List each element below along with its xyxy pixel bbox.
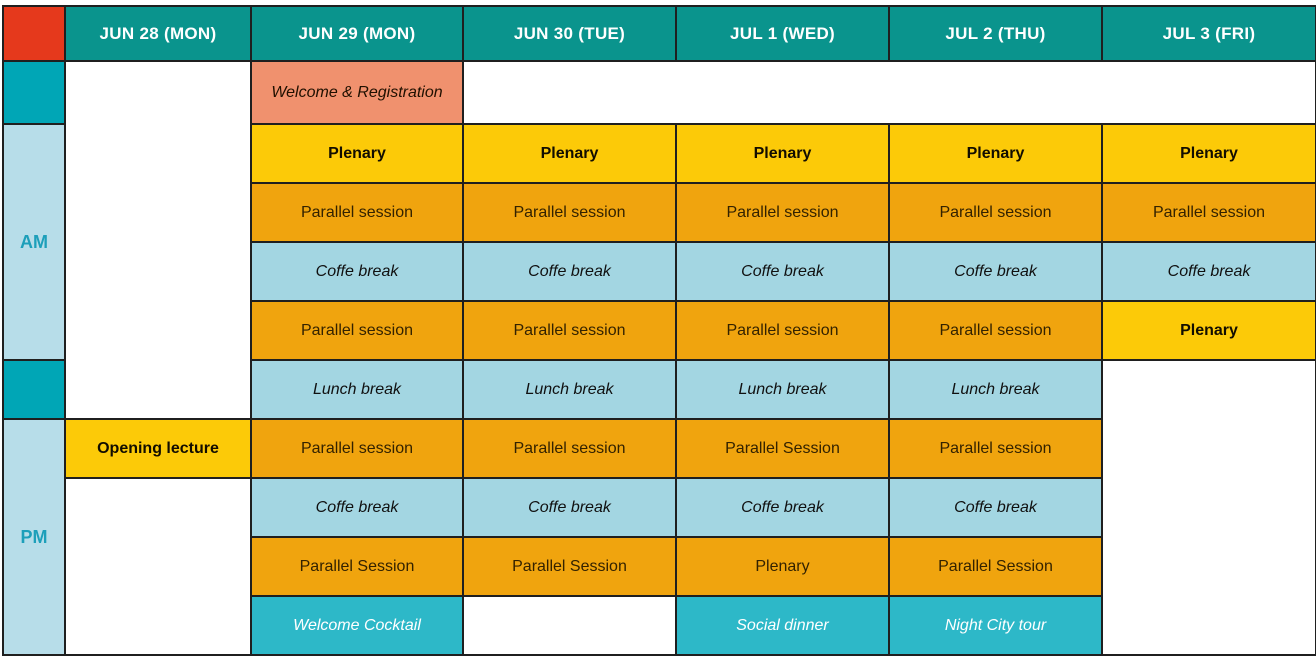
empty-cell-jul3-lower (1102, 360, 1316, 655)
cell-coffe-break: Coffe break (889, 242, 1102, 301)
cell-welcome-registration: Welcome & Registration (251, 61, 463, 124)
cell-coffe-break: Coffe break (1102, 242, 1316, 301)
lunch-label-spacer (3, 360, 65, 419)
header-jun30: JUN 30 (TUE) (463, 6, 676, 61)
cell-plenary: Plenary (889, 124, 1102, 183)
cell-coffe-break: Coffe break (463, 478, 676, 537)
cell-plenary: Plenary (1102, 301, 1316, 360)
morning-label-spacer (3, 61, 65, 124)
cell-coffe-break: Coffe break (676, 478, 889, 537)
cell-parallel-session: Parallel session (676, 301, 889, 360)
cell-parallel-session: Parallel Session (889, 537, 1102, 596)
cell-parallel-session: Parallel session (676, 183, 889, 242)
cell-coffe-break: Coffe break (676, 242, 889, 301)
cell-plenary: Plenary (676, 124, 889, 183)
empty-cell-jun30-evening (463, 596, 676, 655)
conference-schedule-table (2, 5, 1316, 656)
header-jun29: JUN 29 (MON) (251, 6, 463, 61)
cell-plenary: Plenary (463, 124, 676, 183)
cell-parallel-session: Parallel session (251, 419, 463, 478)
cell-plenary-pm: Plenary (676, 537, 889, 596)
cell-coffe-break: Coffe break (251, 242, 463, 301)
empty-cell-jun28-lower (65, 478, 251, 655)
cell-parallel-session: Parallel session (1102, 183, 1316, 242)
header-jul2: JUL 2 (THU) (889, 6, 1102, 61)
cell-parallel-session: Parallel session (463, 183, 676, 242)
cell-welcome-cocktail: Welcome Cocktail (251, 596, 463, 655)
cell-parallel-session: Parallel Session (676, 419, 889, 478)
empty-cell-jun28-upper (65, 61, 251, 419)
header-jul1: JUL 1 (WED) (676, 6, 889, 61)
cell-lunch-break: Lunch break (463, 360, 676, 419)
cell-coffe-break: Coffe break (463, 242, 676, 301)
cell-coffe-break: Coffe break (889, 478, 1102, 537)
cell-lunch-break: Lunch break (889, 360, 1102, 419)
header-row (3, 6, 1316, 61)
pm-label: PM (3, 419, 65, 655)
cell-social-dinner: Social dinner (676, 596, 889, 655)
cell-parallel-session: Parallel Session (251, 537, 463, 596)
cell-parallel-session: Parallel session (251, 301, 463, 360)
cell-lunch-break: Lunch break (251, 360, 463, 419)
cell-opening-lecture: Opening lecture (65, 419, 251, 478)
registration-row (3, 61, 1316, 124)
header-jul3: JUL 3 (FRI) (1102, 6, 1316, 61)
corner-cell (3, 6, 65, 61)
cell-parallel-session: Parallel session (889, 419, 1102, 478)
cell-plenary: Plenary (1102, 124, 1316, 183)
cell-parallel-session: Parallel session (889, 301, 1102, 360)
cell-parallel-session: Parallel Session (463, 537, 676, 596)
cell-lunch-break: Lunch break (676, 360, 889, 419)
header-jun28: JUN 28 (MON) (65, 6, 251, 61)
cell-plenary: Plenary (251, 124, 463, 183)
empty-cell-registration-right (463, 61, 1316, 124)
cell-parallel-session: Parallel session (889, 183, 1102, 242)
cell-night-city-tour: Night City tour (889, 596, 1102, 655)
cell-coffe-break: Coffe break (251, 478, 463, 537)
am-label: AM (3, 124, 65, 360)
cell-parallel-session: Parallel session (463, 419, 676, 478)
cell-parallel-session: Parallel session (251, 183, 463, 242)
cell-parallel-session: Parallel session (463, 301, 676, 360)
